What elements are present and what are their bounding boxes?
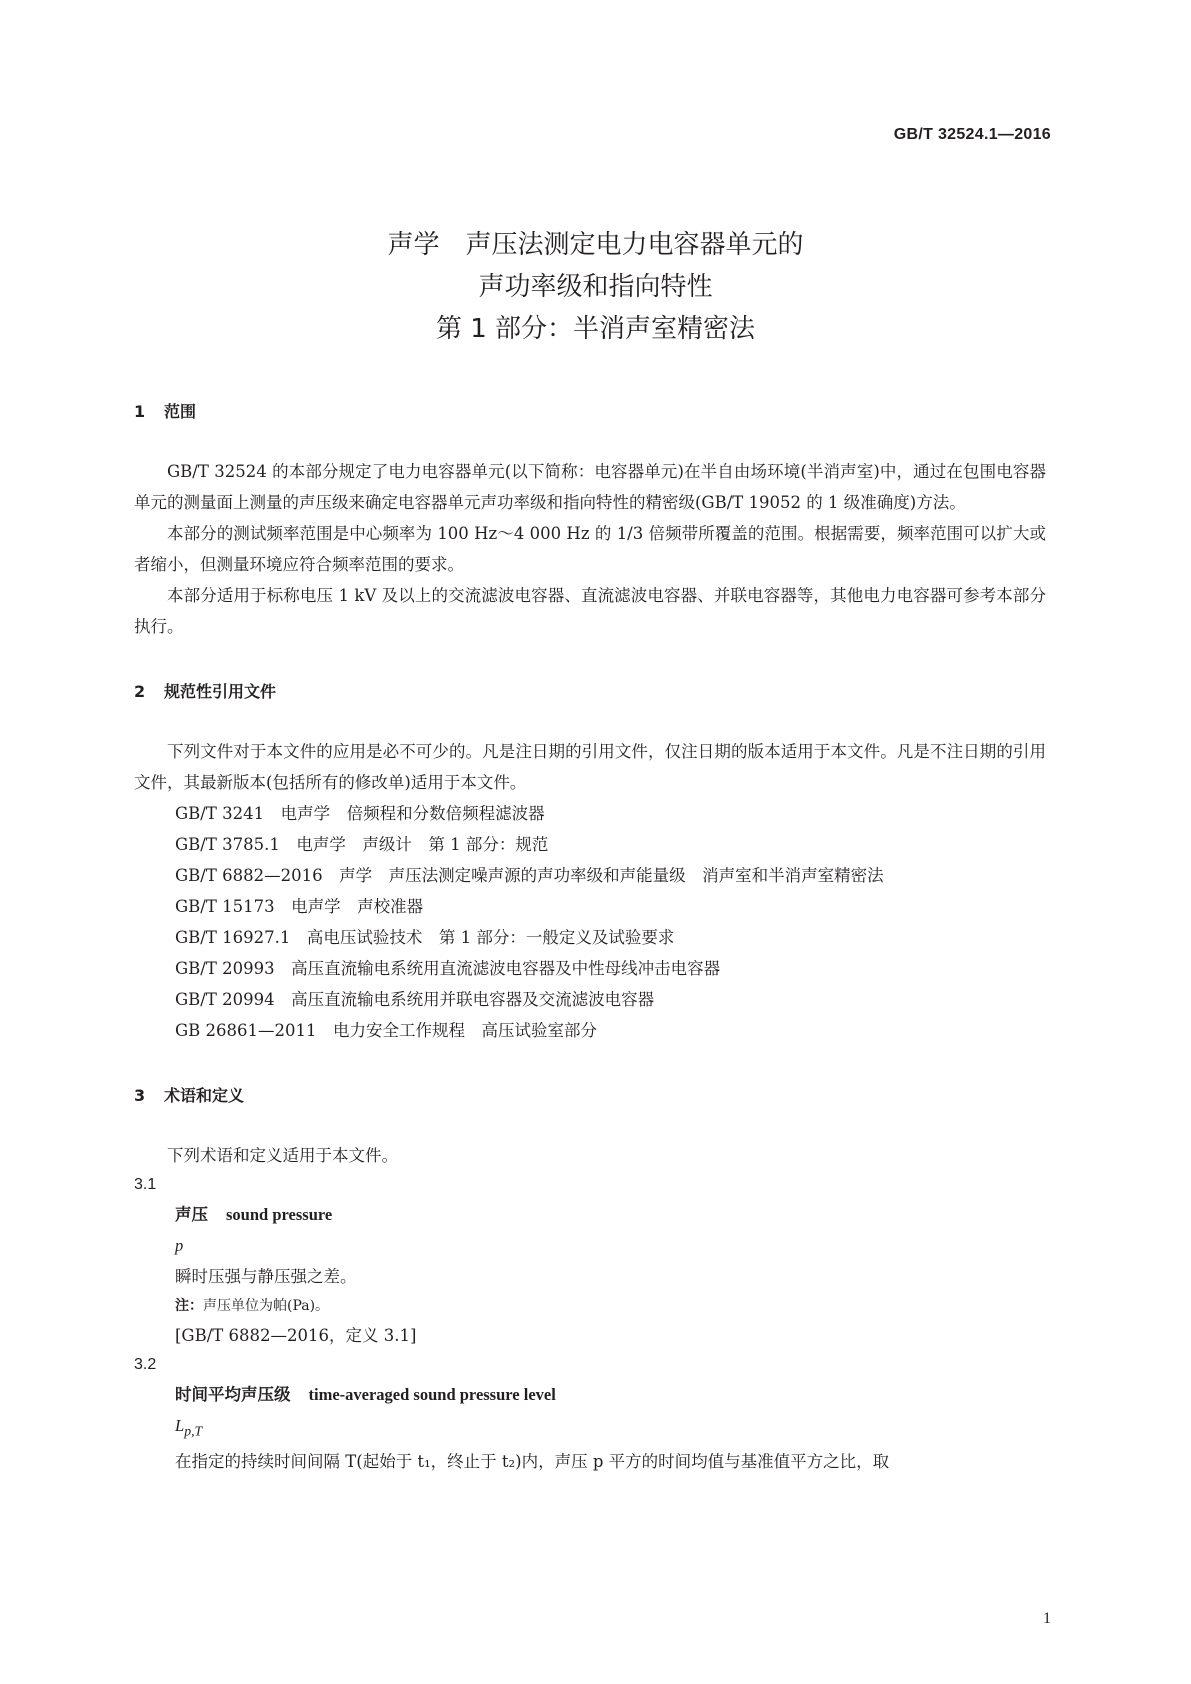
term-name-en: time-averaged sound pressure level [308,1385,556,1404]
reference-title: 高压直流输电系统用直流滤波电容器及中性母线冲击电容器 [291,959,721,978]
term-name [134,1379,1046,1410]
section-number: 1 [134,402,146,421]
reference-title: 电声学 声级计 第 1 部分：规范 [296,835,549,854]
note-label: 注： [175,1298,203,1314]
reference-code: GB/T 3241 [175,804,265,823]
reference-code: GB 26861—2011 [175,1021,317,1040]
paragraph: 本部分适用于标称电压 1 kV 及以上的交流滤波电容器、直流滤波电容器、并联电容器等，其他电力电容器可参考本部分执行。 [134,586,1046,636]
symbol-subscript: p,T [184,1423,203,1439]
section-number: 2 [134,682,146,701]
document-body [134,400,1046,1477]
term-name [134,1199,1046,1230]
term-note [134,1292,1046,1320]
paragraph: 下列术语和定义适用于本文件。 [167,1146,398,1165]
term-name-cn: 时间平均声压级 [175,1385,291,1404]
paragraph: 本部分的测试频率范围是中心频率为 100 Hz～4 000 Hz 的 1/3 倍频带所覆盖的范围。根据需要，频率范围可以扩大或者缩小，但测量环境应符合频率范围的要求。 [134,524,1046,574]
reference-code: GB/T 20994 [175,990,275,1009]
reference-code: GB/T 3785.1 [175,835,280,854]
symbol-main: L [175,1416,185,1435]
section-title: 规范性引用文件 [164,682,277,701]
section-3-heading [134,1084,1046,1108]
section-title: 范围 [164,402,197,421]
standard-code: GB/T 32524.1—2016 [893,126,1051,143]
reference-item [134,922,1046,953]
term-symbol: p [175,1236,184,1255]
term-symbol [134,1410,1046,1446]
term-source: [GB/T 6882—2016，定义 3.1] [175,1326,417,1345]
term-number: 3.1 [134,1176,157,1193]
reference-item [134,984,1046,1015]
title-line-3: 第 1 部分：半消声室精密法 [435,314,756,344]
section-title: 术语和定义 [164,1086,245,1105]
term-definition: 瞬时压强与静压强之差。 [175,1267,357,1286]
reference-title: 声学 声压法测定噪声源的声功率级和声能量级 消声室和半消声室精密法 [339,866,884,885]
reference-item [134,1015,1046,1046]
reference-item [134,860,1046,891]
paragraph: 下列文件对于本文件的应用是必不可少的。凡是注日期的引用文件，仅注日期的版本适用于本文件。凡是不注日期的引用文件，其最新版本(包括所有的修改单)适用于本文件。 [134,742,1046,792]
title-line-2: 声功率级和指向特性 [478,272,713,302]
reference-title: 高压直流输电系统用并联电容器及交流滤波电容器 [291,990,655,1009]
reference-title: 高电压试验技术 第 1 部分：一般定义及试验要求 [306,928,675,947]
reference-item [134,891,1046,922]
reference-item [134,798,1046,829]
term-name-cn: 声压 [175,1205,208,1224]
reference-code: GB/T 20993 [175,959,275,978]
document-title [0,224,1191,350]
reference-code: GB/T 16927.1 [175,928,291,947]
page-number: 1 [1043,1610,1051,1627]
section-2-heading [134,680,1046,704]
paragraph: GB/T 32524 的本部分规定了电力电容器单元(以下简称：电容器单元)在半自由场环境(半消声室)中，通过在包围电容器单元的测量面上测量的声压级来确定电容器单元声功率级和指向特性的精密级(GB/T 19052 的 1 级准确度)方法。 [134,462,1046,512]
term-name-en: sound pressure [226,1205,333,1224]
note-text: 声压单位为帕(Pa)。 [203,1298,330,1314]
reference-title: 电力安全工作规程 高压试验室部分 [333,1021,598,1040]
term-number: 3.2 [134,1356,157,1373]
section-1-heading [134,400,1046,424]
title-line-1: 声学 声压法测定电力电容器单元的 [387,230,804,260]
section-number: 3 [134,1086,146,1105]
reference-code: GB/T 6882—2016 [175,866,323,885]
term-definition: 在指定的持续时间间隔 T(起始于 t₁，终止于 t₂)内，声压 p 平方的时间均值与基准值平方之比，取 [175,1452,890,1472]
reference-title: 电声学 声校准器 [291,897,424,916]
reference-item [134,953,1046,984]
reference-title: 电声学 倍频程和分数倍频程滤波器 [280,804,545,823]
reference-item [134,829,1046,860]
reference-code: GB/T 15173 [175,897,275,916]
